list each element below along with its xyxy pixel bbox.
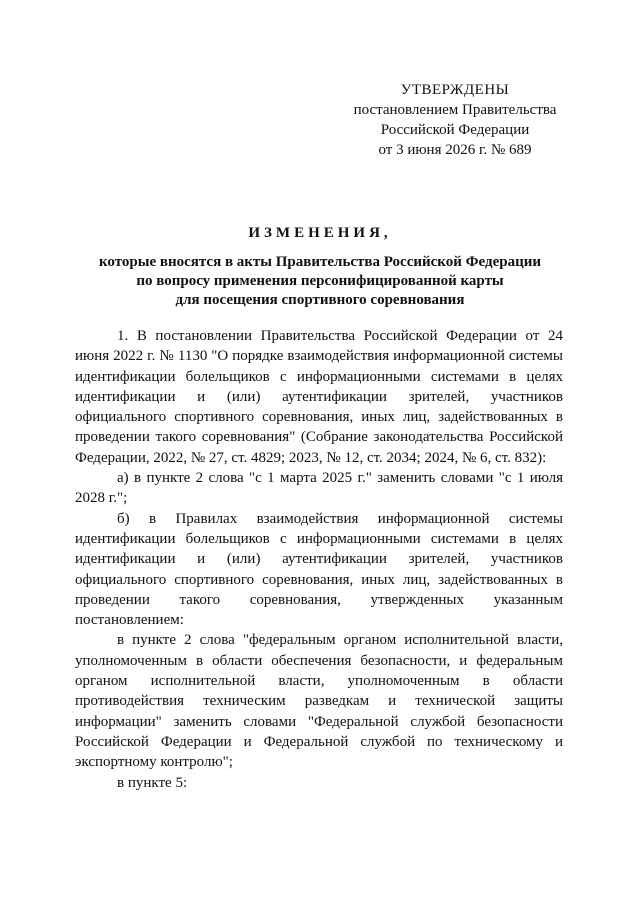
approval-stamp <box>330 80 580 160</box>
document-body <box>75 326 563 793</box>
paragraph-a: а) в пункте 2 слова "с 1 марта 2025 г." заменить словами "с 1 июля 2028 г."; <box>75 470 563 507</box>
approval-line-2: Российской Федерации <box>380 122 530 138</box>
approved-label: УТВЕРЖДЕНЫ <box>400 82 510 98</box>
heading-title: ИЗМЕНЕНИЯ, <box>248 225 392 241</box>
paragraph-b: б) в Правилах взаимодействия информационной системы идентификации болельщиков с информационными системами в целях идентификации и (или) аутентификации зрителей, участников официального спортивного соревнования, иных лиц, задействованных в проведении такого соревнования, утвержденных указанным постановлением: <box>75 510 563 629</box>
heading-subtitle-line-1: которые вносятся в акты Правительства Российской Федерации <box>98 254 542 270</box>
approval-line-3: от 3 июня 2026 г. № 689 <box>378 142 532 158</box>
document-heading <box>60 224 580 310</box>
heading-subtitle-line-3: для посещения спортивного соревнования <box>175 292 465 308</box>
paragraph-1: 1. В постановлении Правительства Российской Федерации от 24 июня 2022 г. № 1130 "О порядке взаимодействия информационной системы идентификации болельщиков с информационными системами в целях идентификации и (или) аутентификации зрителей, участников официального спортивного соревнования, иных лиц, задействованных в проведении такого соревнования" (Собрание законодательства Российской Федерации, 2022, № 27, ст. 4829; 2023, № 12, ст. 2034; 2024, № 6, ст. 832): <box>75 328 563 466</box>
heading-subtitle-line-2: по вопросу применения персонифицированной карты <box>136 273 504 289</box>
paragraph-b-item-5: в пункте 5: <box>117 774 188 791</box>
paragraph-b-item-2: в пункте 2 слова "федеральным органом исполнительной власти, уполномоченным в области обеспечения безопасности, и федеральным органом исполнительной власти, уполномоченным в области противодействия техническим разведкам и технической защиты информации" заменить словами "Федеральной службой безопасности Российской Федерации и Федеральной службой по техническому и экспортному контролю"; <box>75 632 563 771</box>
approval-line-1: постановлением Правительства <box>353 102 557 118</box>
